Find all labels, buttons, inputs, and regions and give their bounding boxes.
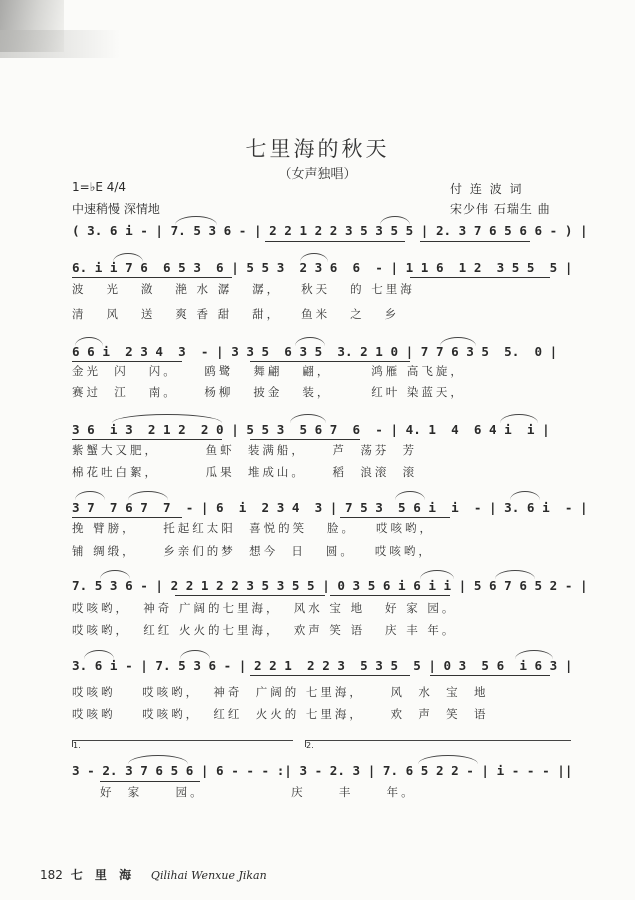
lyric-line-6b: 哎咳哟， 红红 火火的七里海， 欢声 笑 语 庆 丰 年。 [72, 623, 457, 637]
beam [100, 781, 200, 782]
slur [380, 216, 410, 225]
slur [75, 491, 105, 500]
score-line-8-notes: 3 - 2. 3 7 6 5 6 | 6 - - - :| 3 - 2. 3 | 7. 6 5 2 2 - | i - - - || [72, 763, 573, 778]
lyricist-credit: 付 连 波 词 [450, 182, 524, 196]
lyric-line-7a: 哎咳哟 哎咳哟， 神奇 广阔的 七里海， 风 水 宝 地 [72, 685, 489, 699]
composer-credit: 宋少伟 石瑞生 曲 [450, 202, 551, 216]
lyric-line-4a: 紫蟹大又肥， 鱼虾 装满船， 芦 荡芬 芳 [72, 443, 418, 457]
lyric-line-3a: 金光 闪 闪。 鸥鹭 舞翩 翩， 鸿雁 高飞旋， [72, 364, 465, 378]
beam [265, 241, 405, 242]
song-subtitle: （女声独唱） [278, 167, 357, 182]
beam [72, 439, 222, 440]
score-line-5-notes: 3 7 7 6 7 7 - | 6 i 2 3 4 3 | 7 5 3 5 6 i i - | 3. 6 i - | [72, 500, 588, 515]
slur [420, 570, 454, 579]
score-line-3-notes: 6 6 i 2 3 4 3 - | 3 3 5 6 3 5 3. 2 1 0 | 7 7 6 3 5 5. 0 | [72, 344, 558, 359]
beam [410, 277, 550, 278]
slur [84, 650, 114, 659]
slur [128, 755, 188, 764]
journal-name-cn: 七 里 海 [70, 868, 136, 882]
lyric-line-8: 好 家 园。 庆 丰 年。 [100, 785, 416, 799]
lyric-line-5a: 挽 臂膀， 托起红太阳 喜悦的笑 脸。 哎咳哟， [72, 521, 435, 535]
score-line-7-notes: 3. 6 i - | 7. 5 3 6 - | 2 2 1 2 2 3 5 3 5 5 | 0 3 5 6 i 6 3 | [72, 658, 573, 673]
page-footer [40, 866, 267, 883]
lyric-line-2a: 波 光 潋 滟 水 潺 潺， 秋天 的 七里海 [72, 282, 415, 296]
lyric-line-4b: 棉花吐白絮， 瓜果 堆成山。 稻 浪滚 滚 [72, 465, 418, 479]
slur [75, 337, 103, 346]
slur [128, 491, 168, 500]
beam [72, 277, 232, 278]
tempo-marking: 中速稍慢 深情地 [72, 202, 160, 216]
song-title: 七里海的秋天 [245, 137, 390, 161]
beam [430, 675, 550, 676]
slur [510, 491, 540, 500]
beam [340, 517, 450, 518]
slur [175, 216, 217, 225]
slur [440, 337, 476, 346]
lyric-line-5b: 铺 绸缎， 乡亲们的梦 想今 日 圆。 哎咳哟， [72, 544, 433, 558]
volta-1: 1. [72, 740, 293, 747]
lyric-line-3b: 赛过 江 南。 杨柳 披金 装， 红叶 染蓝天， [72, 385, 465, 399]
slur [180, 650, 210, 659]
page-number: 182 [40, 868, 63, 882]
beam [250, 361, 410, 362]
key-signature: 1=♭E 4/4 [72, 180, 127, 194]
slur [300, 253, 328, 262]
volta-2: 2. [305, 740, 571, 747]
scan-edge-shadow-2 [0, 30, 120, 58]
slur [112, 414, 222, 423]
beam [72, 361, 182, 362]
slur [515, 650, 553, 659]
score-line-6-notes: 7. 5 3 6 - | 2 2 1 2 2 3 5 3 5 5 | 0 3 5 6 i 6 i i | 5 6 7 6 5 2 - | [72, 578, 588, 593]
slur [295, 337, 325, 346]
journal-name-en: Qilihai Wenxue Jikan [150, 869, 267, 882]
lyric-line-7b: 哎咳哟 哎咳哟， 红红 火火的 七里海， 欢 声 笑 语 [72, 707, 489, 721]
beam [72, 517, 182, 518]
slur [418, 755, 478, 764]
slur [495, 570, 535, 579]
beam [330, 595, 450, 596]
slur [290, 414, 326, 423]
slur [113, 253, 143, 262]
beam [250, 675, 410, 676]
score-line-1-notes: ( 3. 6 i - | 7. 5 3 6 - | 2 2 1 2 2 3 5 3 5 5 | 2. 3 7 6 5 6 6 - ) | [72, 223, 588, 238]
beam [175, 595, 325, 596]
lyric-line-6a: 哎咳哟， 神奇 广阔的七里海， 风水 宝 地 好 家 园。 [72, 601, 457, 615]
slur [395, 491, 425, 500]
beam [250, 439, 360, 440]
slur [500, 414, 538, 423]
score-line-2-notes: 6. i i 7 6 6 5 3 6 | 5 5 3 2 3 6 6 - | 1 1 6 1 2 3 5 5 5 | [72, 260, 573, 275]
slur [100, 570, 130, 579]
lyric-line-2b: 清 风 送 爽 香 甜 甜， 鱼米 之 乡 [72, 307, 400, 321]
beam [420, 241, 530, 242]
score-line-4-notes: 3 6 i 3 2 1 2 2 0 | 5 5 3 5 6 7 6 - | 4. 1 4 6 4 i i | [72, 422, 550, 437]
